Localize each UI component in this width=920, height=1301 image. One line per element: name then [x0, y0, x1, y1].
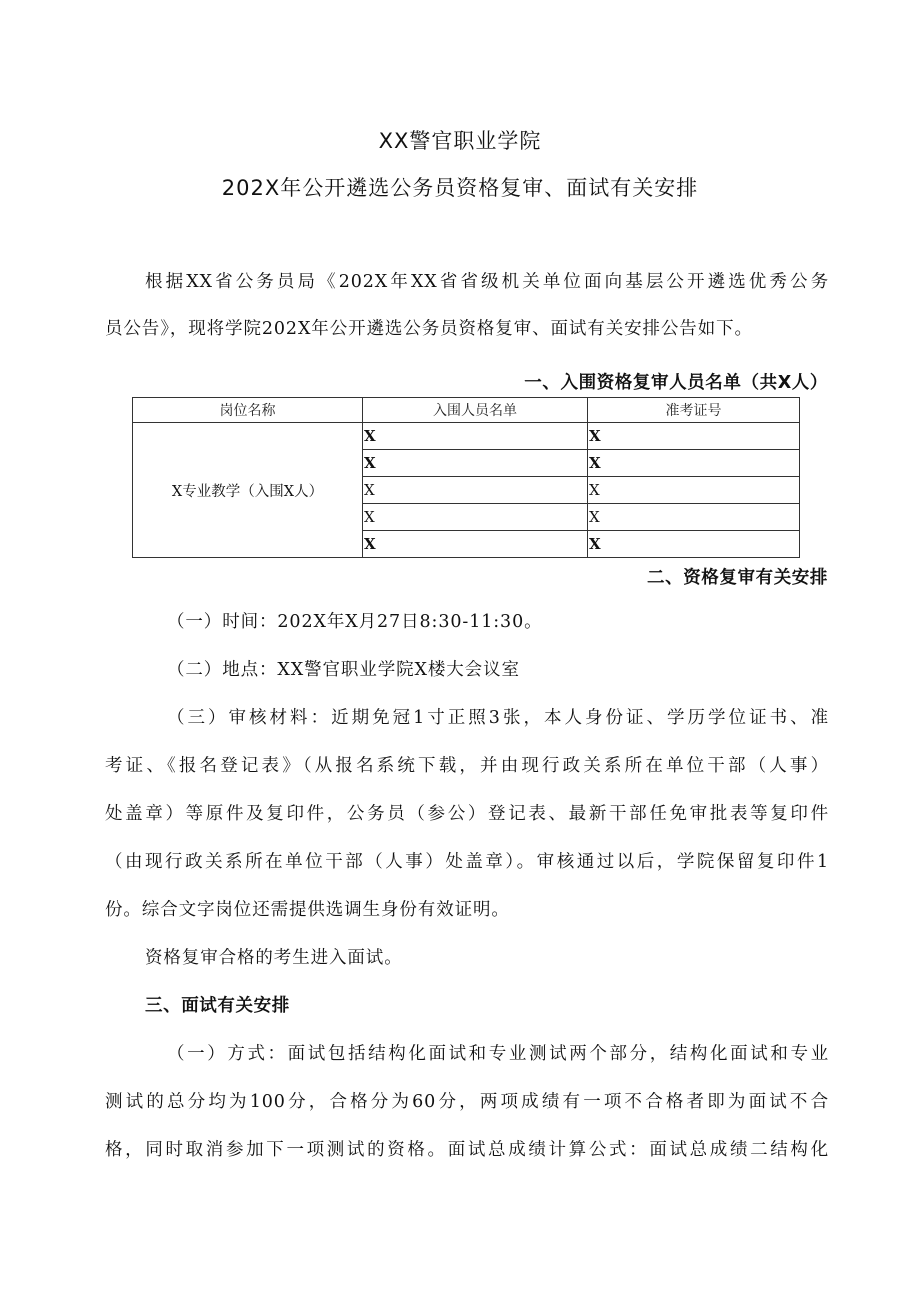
intro-paragraph-line: 根据XX省公务员局《202X年XX省省级机关单位面向基层公开遴选优秀公务 [145, 272, 829, 292]
interview-method-line: 格，同时取消参加下一项测试的资格。面试总成绩计算公式：面试总成绩二结构化 [105, 1140, 829, 1160]
candidate-name-cell: X [363, 504, 588, 531]
review-time: （一）时间：202X年X月27日8:30-11:30。 [167, 612, 543, 632]
review-materials-line: 处盖章）等原件及复印件，公务员（参公）登记表、最新干部任免审批表等复印件 [105, 804, 829, 824]
candidate-name-cell: X [363, 423, 588, 450]
candidate-name-cell: X [363, 531, 588, 558]
section-heading-interview: 三、面试有关安排 [145, 996, 290, 1016]
intro-paragraph-line: 员公告》，现将学院202X年公开遴选公务员资格复审、面试有关安排公告如下。 [105, 319, 753, 339]
candidate-name-cell: X [363, 477, 588, 504]
candidate-name-cell: X [363, 450, 588, 477]
review-materials-line: （三）审核材料：近期免冠1寸正照3张，本人身份证、学历学位证书、准 [167, 708, 829, 728]
post-name-cell: X专业教学（入围X人） [133, 423, 363, 558]
ticket-number-cell: X [588, 477, 800, 504]
review-place: （二）地点：XX警官职业学院X楼大会议室 [167, 660, 520, 680]
ticket-number-cell: X [588, 504, 800, 531]
review-materials-line: 考证、《报名登记表》（从报名系统下载，并由现行政关系所在单位干部（人事） [105, 756, 829, 776]
review-note: 资格复审合格的考生进入面试。 [145, 948, 403, 968]
ticket-number-cell: X [588, 531, 800, 558]
interview-method-line: （一）方式：面试包括结构化面试和专业测试两个部分，结构化面试和专业 [167, 1044, 829, 1064]
column-header-name: 入围人员名单 [363, 398, 588, 423]
document-title-institution: XX警官职业学院 [378, 129, 542, 153]
interview-method-line: 测试的总分均为100分，合格分为60分，两项成绩有一项不合格者即为面试不合 [105, 1092, 829, 1112]
table-header-row [133, 398, 800, 423]
review-materials-line: 份。综合文字岗位还需提供选调生身份有效证明。 [105, 900, 510, 920]
document-title-subject: 202X年公开遴选公务员资格复审、面试有关安排 [221, 176, 699, 200]
column-header-post: 岗位名称 [133, 398, 363, 423]
roster-table [132, 397, 800, 558]
section-heading-review: 二、资格复审有关安排 [647, 568, 828, 588]
ticket-number-cell: X [588, 450, 800, 477]
section-heading-roster: 一、入围资格复审人员名单（共X人） [524, 373, 828, 393]
ticket-number-cell: X [588, 423, 800, 450]
review-materials-line: （由现行政关系所在单位干部（人事）处盖章）。审核通过以后，学院保留复印件1 [105, 852, 829, 872]
column-header-ticket: 准考证号 [588, 398, 800, 423]
table-row [133, 423, 800, 450]
